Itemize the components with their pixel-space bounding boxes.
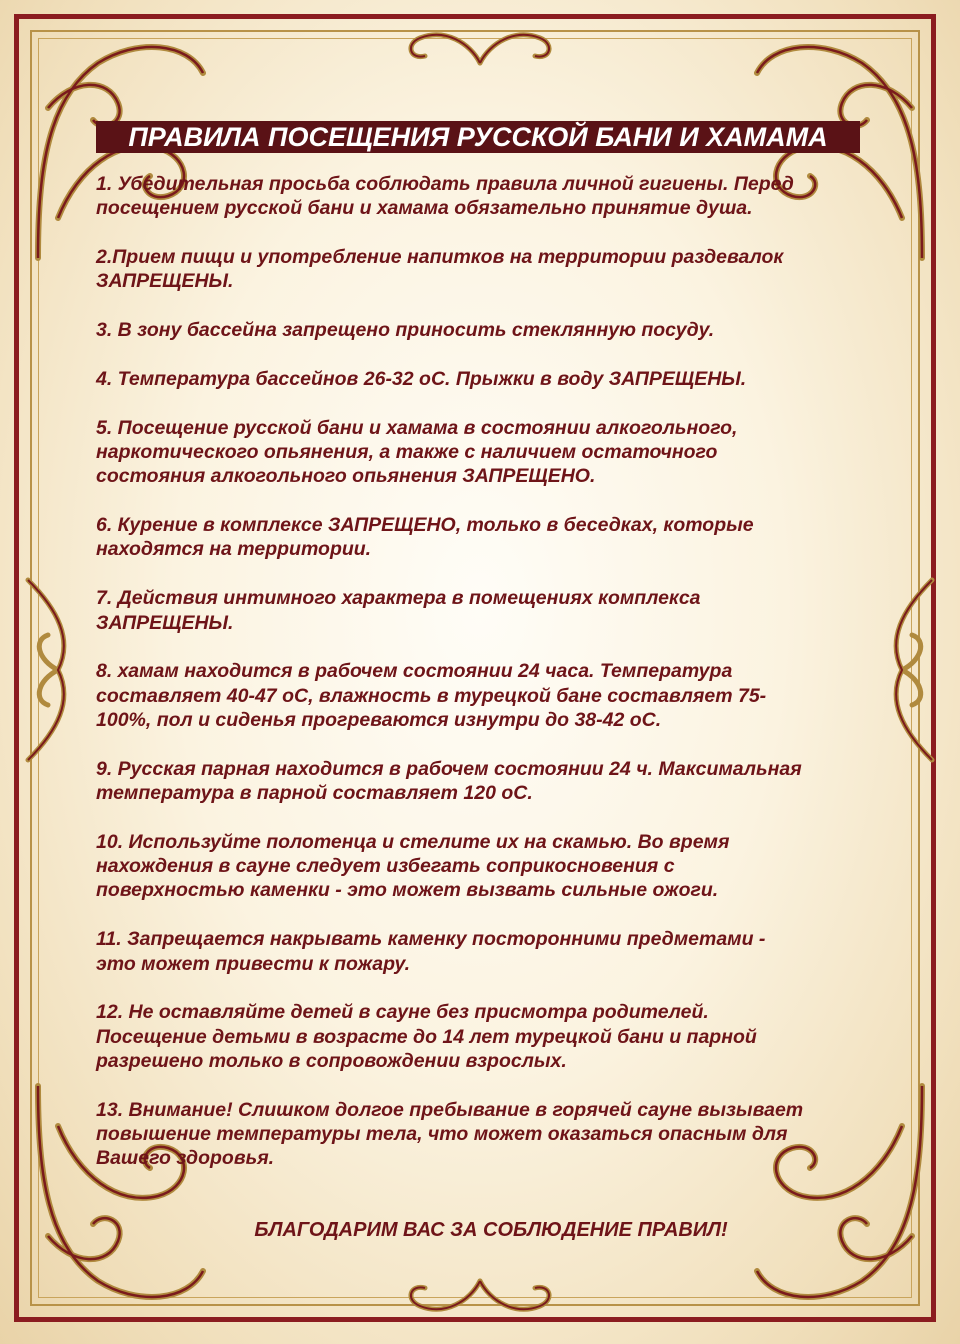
left-side-ornament [18, 570, 88, 770]
rule-item: 11. Запрещается накрывать каменку посторонними предметами - это может привести к пожару. [96, 928, 766, 975]
rule-item: 4. Температура бассейнов 26-32 оС. Прыжки в воду ЗАПРЕЩЕНЫ. [96, 367, 747, 390]
page-title: ПРАВИЛА ПОСЕЩЕНИЯ РУССКОЙ БАНИ И ХАМАМА [128, 122, 828, 152]
rule-item: 12. Не оставляйте детей в сауне без присмотра родителей. Посещение детьми в возрасте до 14 лет турецкой бани и парной разрешено только в сопровождении взрослых. [96, 1001, 757, 1072]
rule-item: 7. Действия интимного характера в помещениях комплекса ЗАПРЕЩЕНЫ. [96, 587, 701, 634]
top-center-ornament [400, 18, 560, 68]
rule-item: 9. Русская парная находится в рабочем состоянии 24 ч. Максимальная температура в парной составляет 120 оС. [96, 757, 802, 805]
rule-item: 8. хамам находится в рабочем состоянии 24 часа. Температура составляет 40-47 оС, влажность в турецкой бане составляет 75- 100%, пол и сиденья прогреваются изнутри до 38-42 оС. [96, 660, 767, 731]
rules-list [96, 172, 896, 1195]
rule-item: 6. Курение в комплексе ЗАПРЕЩЕНО, только в беседках, которые находятся на территории. [96, 514, 754, 561]
rule-item: 1. Убедительная просьба соблюдать правила личной гигиены. Перед посещением русской бани и хамама обязательно принятие душа. [96, 173, 794, 220]
footer-thanks: БЛАГОДАРИМ ВАС ЗА СОБЛЮДЕНИЕ ПРАВИЛ! [254, 1219, 728, 1241]
rule-item: 5. Посещение русской бани и хамама в состоянии алкогольного, наркотического опьянения, а также с наличием остаточного состояния алкогольного опьянения ЗАПРЕЩЕНО. [96, 416, 738, 488]
bottom-center-ornament [400, 1276, 560, 1326]
rule-item: 2.Прием пищи и употребление напитков на территории раздевалок ЗАПРЕЩЕНЫ. [96, 246, 784, 293]
rule-item: 3. В зону бассейна запрещено приносить стеклянную посуду. [96, 319, 715, 342]
rule-item: 13. Внимание! Слишком долгое пребывание в горячей сауне вызывает повышение температуры тела, что может оказаться опасным для Вашего здоровья. [96, 1098, 804, 1170]
rule-item: 10. Используйте полотенца и стелите их на скамью. Во время нахождения в сауне следует избегать соприкосновения с поверхностью каменки - это может вызвать сильные ожоги. [96, 830, 730, 902]
